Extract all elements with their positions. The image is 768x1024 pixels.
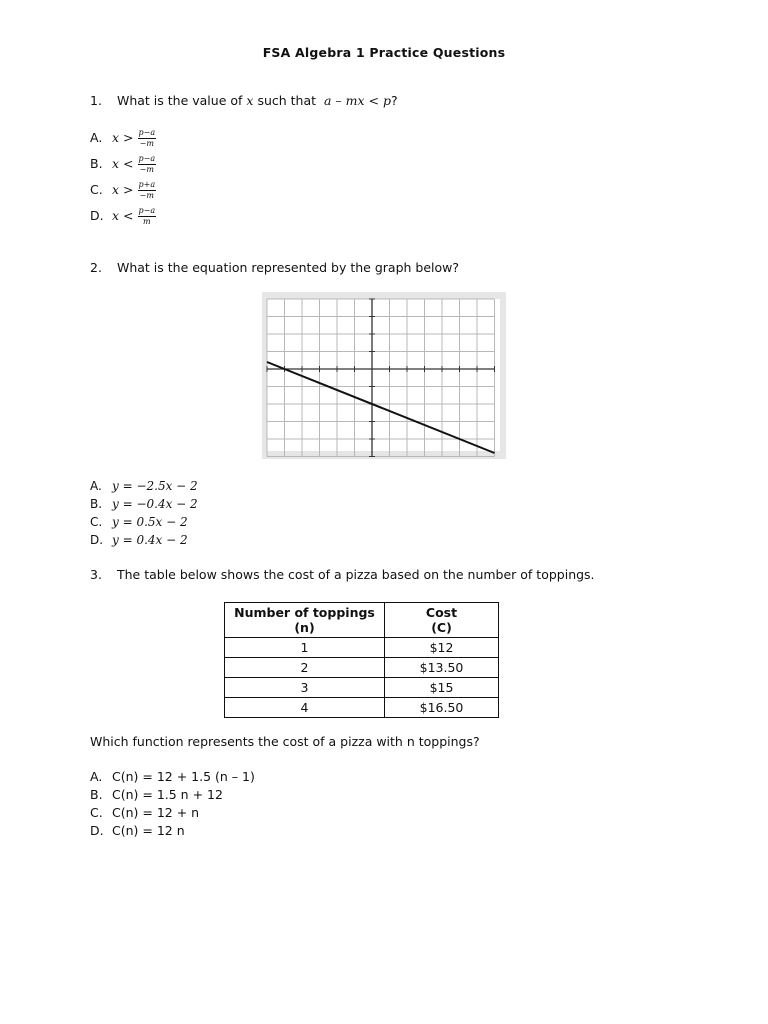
header-variable: (n) <box>294 620 315 635</box>
header-text: Number of toppings <box>234 605 375 620</box>
q1-option-b[interactable] <box>90 151 156 177</box>
option-letter: C. <box>90 805 103 820</box>
option-letter: C. <box>90 182 103 197</box>
question-mark: ? <box>390 93 398 108</box>
cell-cost: $12 <box>385 638 499 658</box>
option-relation: x > <box>112 182 134 197</box>
option-equation: y = 0.4x − 2 <box>112 533 188 547</box>
table-row <box>225 638 499 658</box>
header-variable: (C) <box>431 620 452 635</box>
option-text: C(n) = 12 + 1.5 (n – 1) <box>112 769 255 784</box>
question-1 <box>90 93 398 108</box>
fraction-numerator: p+a <box>138 180 156 189</box>
option-letter: A. <box>90 769 103 784</box>
table-row <box>225 698 499 718</box>
cell-cost: $13.50 <box>385 658 499 678</box>
question-number: 1. <box>90 93 102 108</box>
q3-option-a[interactable] <box>90 768 255 786</box>
option-fraction <box>138 181 157 200</box>
option-fraction <box>138 155 157 174</box>
q1-option-d[interactable] <box>90 203 156 229</box>
question-text: What is the equation represented by the graph below? <box>116 260 460 275</box>
fraction-numerator: p−a <box>138 154 156 163</box>
question-text-2: such that <box>257 93 317 108</box>
option-letter: D. <box>90 533 104 547</box>
option-letter: A. <box>90 479 102 493</box>
q3-option-c[interactable] <box>90 804 199 822</box>
option-fraction <box>138 129 157 148</box>
fraction-denominator: −m <box>139 191 154 200</box>
question-3 <box>90 567 595 582</box>
cell-cost: $15 <box>385 678 499 698</box>
cell-toppings: 1 <box>225 638 385 658</box>
option-letter: C. <box>90 515 103 529</box>
question-variable: x <box>246 93 254 108</box>
option-equation: y = 0.5x − 2 <box>112 515 188 529</box>
question-2 <box>90 260 459 275</box>
q1-option-c[interactable] <box>90 177 156 203</box>
option-letter: B. <box>90 497 103 511</box>
option-letter: D. <box>90 823 104 838</box>
option-letter: A. <box>90 130 103 145</box>
option-equation: y = −0.4x − 2 <box>112 497 198 511</box>
pizza-cost-table <box>224 602 499 718</box>
question-number: 2. <box>90 260 102 275</box>
option-equation: y = −2.5x − 2 <box>112 479 198 493</box>
option-fraction <box>138 207 157 226</box>
cell-cost: $16.50 <box>385 698 499 718</box>
option-relation: x < <box>112 156 134 171</box>
option-letter: D. <box>90 208 104 223</box>
option-relation: x > <box>112 130 134 145</box>
fraction-numerator: p−a <box>138 128 156 137</box>
fraction-denominator: −m <box>139 139 154 148</box>
q1-option-a[interactable] <box>90 125 156 151</box>
fraction-numerator: p−a <box>138 206 156 215</box>
question-number: 3. <box>90 567 102 582</box>
fraction-denominator: −m <box>139 165 154 174</box>
cell-toppings: 2 <box>225 658 385 678</box>
table-header-row <box>225 603 499 638</box>
table-row <box>225 658 499 678</box>
option-text: C(n) = 12 n <box>112 823 185 838</box>
option-text: C(n) = 1.5 n + 12 <box>112 787 223 802</box>
q2-option-d[interactable] <box>90 531 188 549</box>
header-toppings <box>225 603 385 638</box>
fraction-denominator: m <box>143 217 151 226</box>
table-row <box>225 678 499 698</box>
line-graph <box>262 292 506 459</box>
header-text: Cost <box>425 605 458 620</box>
q3-option-b[interactable] <box>90 786 223 804</box>
question-text: What is the value of <box>116 93 243 108</box>
question-expression: a – mx < p <box>324 93 391 108</box>
option-letter: B. <box>90 787 103 802</box>
question-text: The table below shows the cost of a pizza based on the number of toppings. <box>116 567 595 582</box>
q3-option-d[interactable] <box>90 822 185 840</box>
q2-option-b[interactable] <box>90 495 198 513</box>
q2-option-c[interactable] <box>90 513 188 531</box>
cell-toppings: 4 <box>225 698 385 718</box>
option-text: C(n) = 12 + n <box>112 805 200 820</box>
q2-option-a[interactable] <box>90 477 198 495</box>
header-cost <box>385 603 499 638</box>
option-relation: x < <box>112 208 134 223</box>
cell-toppings: 3 <box>225 678 385 698</box>
option-letter: B. <box>90 156 103 171</box>
question-3-followup: Which function represents the cost of a pizza with n toppings? <box>90 734 480 749</box>
page-title: FSA Algebra 1 Practice Questions <box>262 45 506 60</box>
